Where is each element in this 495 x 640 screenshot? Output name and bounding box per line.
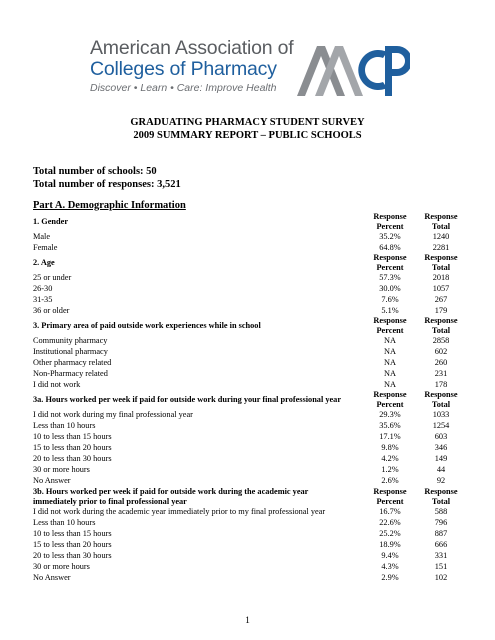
q1-header: [33, 212, 463, 232]
table-row: Female 64.8% 2281: [33, 243, 450, 252]
table-row: 20 to less than 30 hours 4.2% 149: [33, 454, 448, 463]
q3-question: 3. Primary area of paid outside work experiences while in school: [33, 321, 261, 330]
aacp-logo: [90, 38, 410, 100]
table-row: 31-35 7.6% 267: [33, 295, 448, 304]
table-row: No Answer 2.6% 92: [33, 476, 446, 485]
response-percent-header: Response Percent: [373, 212, 407, 231]
q1-question: 1. Gender: [33, 217, 69, 226]
table-row: 15 to less than 20 hours 18.9% 666: [33, 540, 448, 549]
total-responses: Total number of responses: 3,521: [33, 179, 181, 190]
response-percent-header: Response Percent: [373, 316, 407, 335]
report-title-line-1: GRADUATING PHARMACY STUDENT SURVEY: [130, 117, 365, 128]
response-total-header: Response Total: [424, 316, 458, 335]
table-row: Community pharmacy NA 2858: [33, 336, 450, 345]
table-row: No Answer 2.9% 102: [33, 573, 448, 582]
q2-header: [33, 253, 463, 273]
table-row: 10 to less than 15 hours 25.2% 887: [33, 529, 448, 538]
logo-tagline: Discover • Learn • Care: Improve Health: [90, 82, 277, 94]
table-row: 30 or more hours 1.2% 44: [33, 465, 446, 474]
table-row: 36 or older 5.1% 179: [33, 306, 448, 315]
table-row: Institutional pharmacy NA 602: [33, 347, 448, 356]
table-row: 10 to less than 15 hours 17.1% 603: [33, 432, 448, 441]
table-row: 15 to less than 20 hours 9.8% 346: [33, 443, 448, 452]
q2-question: 2. Age: [33, 258, 55, 267]
report-title-line-2: 2009 SUMMARY REPORT – PUBLIC SCHOOLS: [133, 130, 362, 141]
response-percent-header: Response Percent: [373, 390, 407, 409]
response-percent-header: Response Percent: [373, 253, 407, 272]
q3b-header: [33, 487, 463, 507]
response-total-header: Response Total: [424, 487, 458, 506]
part-a-heading: Part A. Demographic Information: [33, 200, 186, 211]
q3-header: [33, 316, 463, 336]
table-row: 25 or under 57.3% 2018: [33, 273, 450, 282]
table-row: Other pharmacy related NA 260: [33, 358, 448, 367]
q3a-header: [33, 390, 463, 410]
table-row: Male 35.2% 1240: [33, 232, 450, 241]
table-row: Less than 10 hours 35.6% 1254: [33, 421, 450, 430]
table-row: Non-Pharmacy related NA 231: [33, 369, 448, 378]
page-number: 1: [245, 616, 250, 626]
logo-line-1: American Association of: [90, 37, 294, 59]
table-row: I did not work during the academic year immediately prior to my final professional year 16.7% 588: [33, 507, 448, 516]
q3a-question: 3a. Hours worked per week if paid for outside work during your final professional year: [33, 395, 342, 404]
table-row: 30 or more hours 4.3% 151: [33, 562, 448, 571]
table-row: 26-30 30.0% 1057: [33, 284, 450, 293]
table-row: Less than 10 hours 22.6% 796: [33, 518, 448, 527]
total-schools: Total number of schools: 50: [33, 166, 157, 177]
table-row: 20 to less than 30 hours 9.4% 331: [33, 551, 448, 560]
response-total-header: Response Total: [424, 253, 458, 272]
logo-line-2: Colleges of Pharmacy: [90, 58, 277, 80]
response-total-header: Response Total: [424, 390, 458, 409]
q3b-question: 3b. Hours worked per week if paid for outside work during the academic year immediately prior to final professional year: [33, 487, 309, 506]
table-row: I did not work NA 178: [33, 380, 448, 389]
logo-text: [90, 38, 305, 95]
response-total-header: Response Total: [424, 212, 458, 231]
table-row: I did not work during my final professional year 29.3% 1033: [33, 410, 450, 419]
response-percent-header: Response Percent: [373, 487, 407, 506]
aacp-monogram-icon: [295, 40, 410, 98]
